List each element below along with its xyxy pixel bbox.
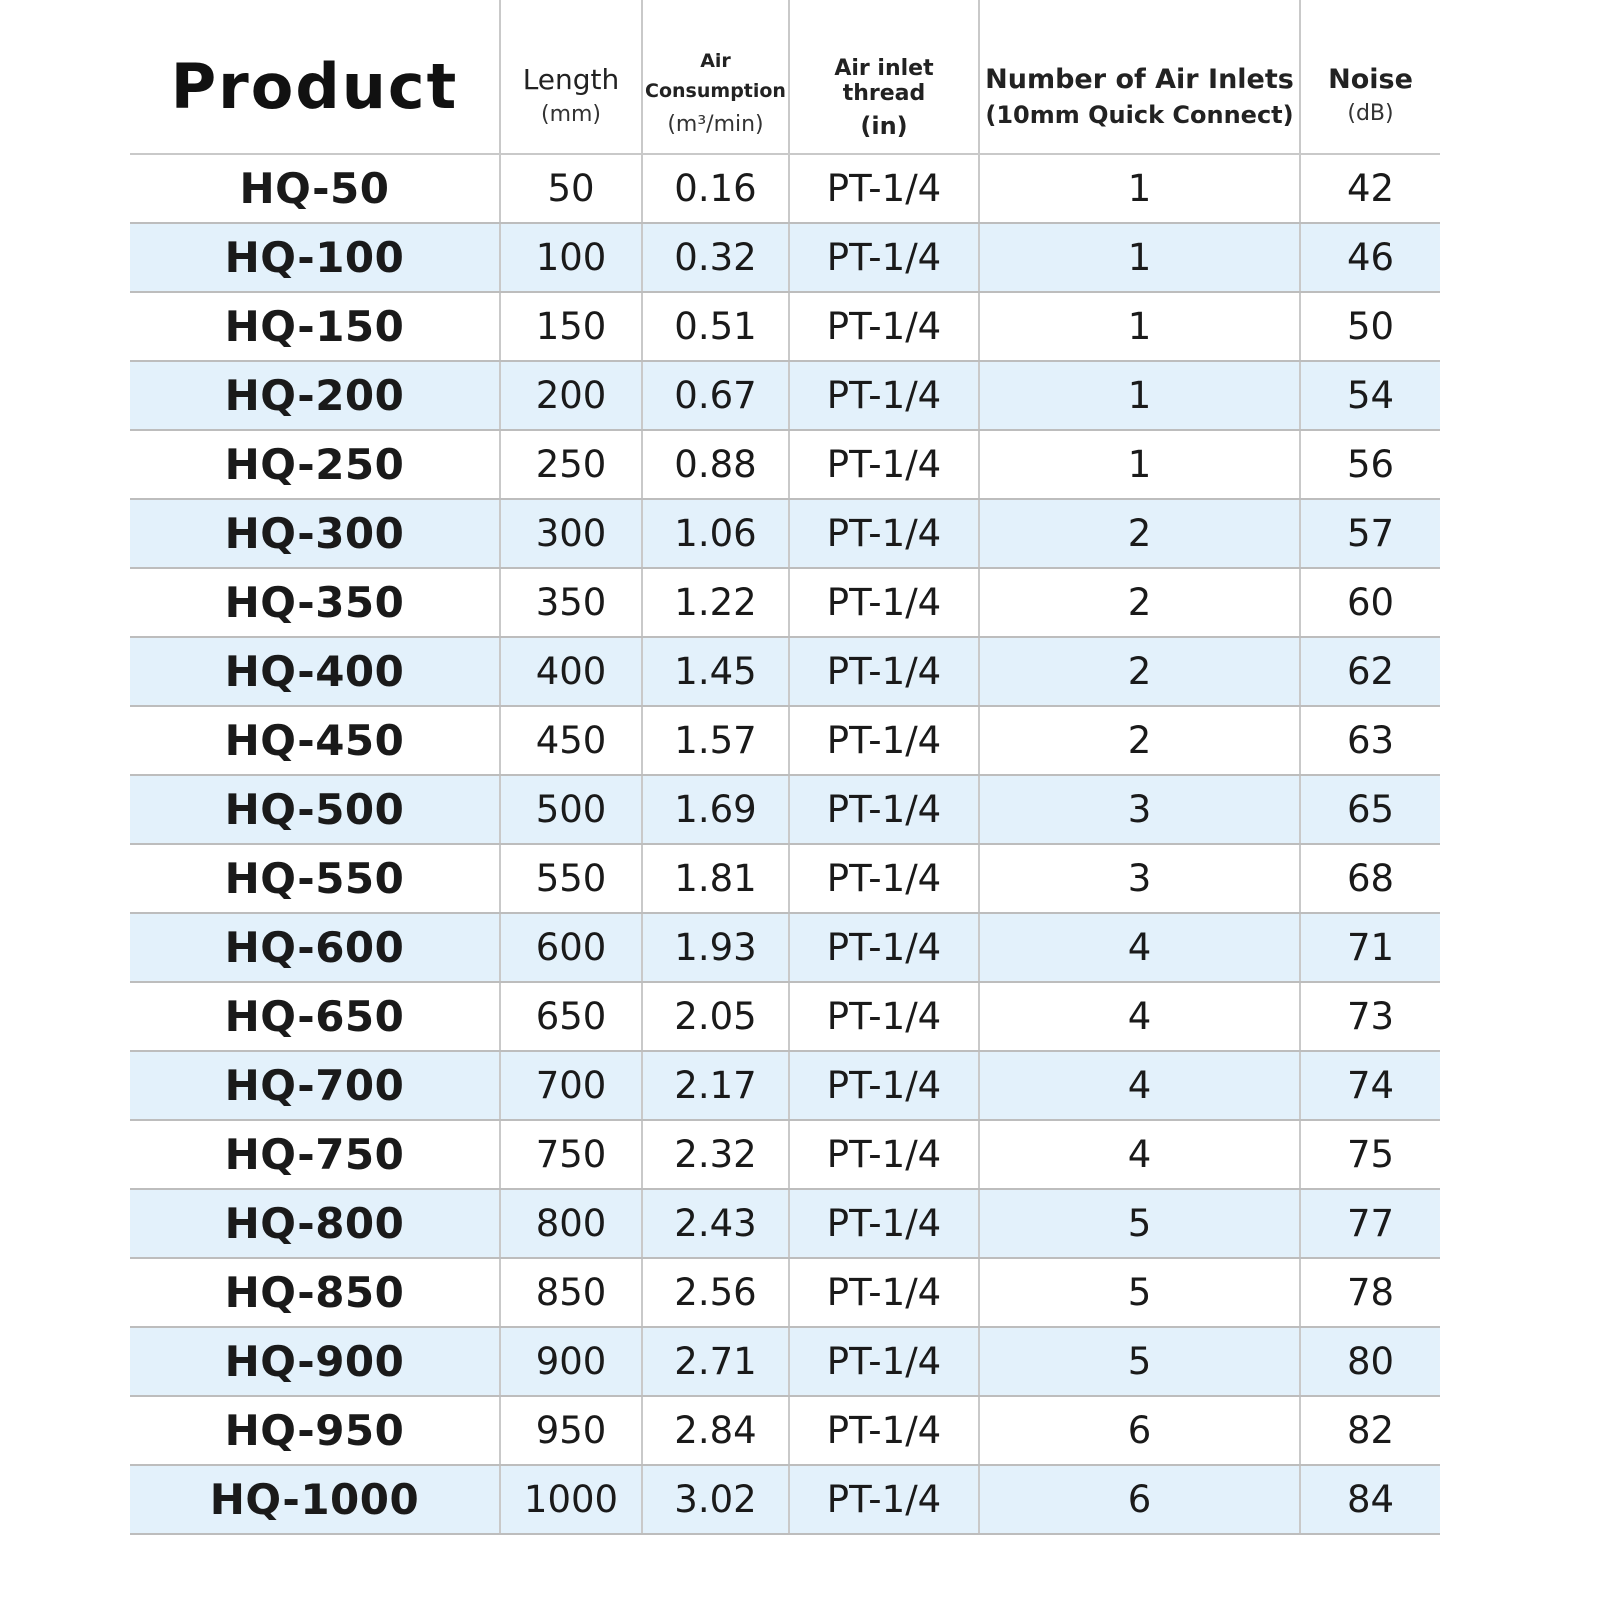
table-row (130, 430, 1440, 499)
air-consumption-cell: 2.71 (642, 1327, 789, 1396)
header-noise-unit: (dB) (1347, 100, 1394, 126)
noise-cell: 84 (1300, 1465, 1440, 1534)
product-model-cell: HQ-1000 (130, 1465, 500, 1534)
table-row (130, 1051, 1440, 1120)
thread-cell: PT-1/4 (789, 844, 979, 913)
noise-cell: 65 (1300, 775, 1440, 844)
table-row (130, 1258, 1440, 1327)
table-row (130, 982, 1440, 1051)
header-noise-label: Noise (1328, 63, 1413, 95)
product-model-cell: HQ-250 (130, 430, 500, 499)
table-row (130, 706, 1440, 775)
thread-cell: PT-1/4 (789, 223, 979, 292)
table-row (130, 499, 1440, 568)
length-cell: 150 (500, 292, 642, 361)
air-inlets-cell: 5 (979, 1258, 1300, 1327)
air-inlets-cell: 4 (979, 913, 1300, 982)
air-consumption-cell: 2.84 (642, 1396, 789, 1465)
air-consumption-cell: 0.16 (642, 154, 789, 223)
table-body (130, 154, 1440, 1534)
noise-cell: 74 (1300, 1051, 1440, 1120)
product-model-cell: HQ-850 (130, 1258, 500, 1327)
noise-cell: 73 (1300, 982, 1440, 1051)
air-consumption-cell: 0.88 (642, 430, 789, 499)
air-inlets-cell: 3 (979, 775, 1300, 844)
air-consumption-cell: 2.56 (642, 1258, 789, 1327)
air-inlets-cell: 1 (979, 223, 1300, 292)
air-inlets-cell: 2 (979, 499, 1300, 568)
air-consumption-cell: 1.45 (642, 637, 789, 706)
product-model-cell: HQ-550 (130, 844, 500, 913)
air-consumption-cell: 2.43 (642, 1189, 789, 1258)
noise-cell: 60 (1300, 568, 1440, 637)
header-inlets (979, 0, 1300, 154)
air-consumption-cell: 1.06 (642, 499, 789, 568)
air-inlets-cell: 1 (979, 292, 1300, 361)
table-row (130, 775, 1440, 844)
air-inlets-cell: 2 (979, 568, 1300, 637)
thread-cell: PT-1/4 (789, 430, 979, 499)
noise-cell: 56 (1300, 430, 1440, 499)
header-product-label: Product (170, 50, 459, 123)
length-cell: 400 (500, 637, 642, 706)
noise-cell: 68 (1300, 844, 1440, 913)
air-consumption-cell: 1.93 (642, 913, 789, 982)
table-row (130, 223, 1440, 292)
product-model-cell: HQ-300 (130, 499, 500, 568)
noise-cell: 62 (1300, 637, 1440, 706)
product-model-cell: HQ-450 (130, 706, 500, 775)
table-row (130, 1396, 1440, 1465)
header-length-unit: (mm) (540, 101, 602, 127)
table-row (130, 637, 1440, 706)
thread-cell: PT-1/4 (789, 1327, 979, 1396)
air-consumption-cell: 2.32 (642, 1120, 789, 1189)
noise-cell: 71 (1300, 913, 1440, 982)
product-model-cell: HQ-700 (130, 1051, 500, 1120)
product-model-cell: HQ-750 (130, 1120, 500, 1189)
air-consumption-cell: 2.17 (642, 1051, 789, 1120)
length-cell: 1000 (500, 1465, 642, 1534)
thread-cell: PT-1/4 (789, 982, 979, 1051)
table-row (130, 844, 1440, 913)
air-consumption-cell: 3.02 (642, 1465, 789, 1534)
air-consumption-cell: 1.57 (642, 706, 789, 775)
length-cell: 250 (500, 430, 642, 499)
table-row (130, 154, 1440, 223)
air-consumption-cell: 0.67 (642, 361, 789, 430)
product-model-cell: HQ-600 (130, 913, 500, 982)
length-cell: 950 (500, 1396, 642, 1465)
thread-cell: PT-1/4 (789, 913, 979, 982)
noise-cell: 82 (1300, 1396, 1440, 1465)
header-air-consumption (642, 0, 789, 154)
product-model-cell: HQ-500 (130, 775, 500, 844)
length-cell: 100 (500, 223, 642, 292)
length-cell: 350 (500, 568, 642, 637)
header-thread (789, 0, 979, 154)
noise-cell: 46 (1300, 223, 1440, 292)
noise-cell: 42 (1300, 154, 1440, 223)
header-row (130, 0, 1440, 154)
length-cell: 700 (500, 1051, 642, 1120)
air-consumption-cell: 1.22 (642, 568, 789, 637)
noise-cell: 75 (1300, 1120, 1440, 1189)
header-air-label-line1: Air (700, 50, 731, 72)
header-inlets-label: Number of Air Inlets (985, 64, 1294, 95)
air-inlets-cell: 5 (979, 1327, 1300, 1396)
air-inlets-cell: 4 (979, 982, 1300, 1051)
length-cell: 500 (500, 775, 642, 844)
thread-cell: PT-1/4 (789, 1051, 979, 1120)
length-cell: 600 (500, 913, 642, 982)
length-cell: 750 (500, 1120, 642, 1189)
table-row (130, 361, 1440, 430)
thread-cell: PT-1/4 (789, 361, 979, 430)
product-model-cell: HQ-950 (130, 1396, 500, 1465)
table-row (130, 1120, 1440, 1189)
product-model-cell: HQ-100 (130, 223, 500, 292)
air-inlets-cell: 6 (979, 1396, 1300, 1465)
table-row (130, 1189, 1440, 1258)
thread-cell: PT-1/4 (789, 1189, 979, 1258)
length-cell: 550 (500, 844, 642, 913)
noise-cell: 54 (1300, 361, 1440, 430)
thread-cell: PT-1/4 (789, 568, 979, 637)
air-consumption-cell: 0.32 (642, 223, 789, 292)
thread-cell: PT-1/4 (789, 1465, 979, 1534)
product-model-cell: HQ-200 (130, 361, 500, 430)
header-thread-label: Air inlet thread (834, 55, 934, 106)
air-consumption-cell: 1.69 (642, 775, 789, 844)
product-model-cell: HQ-150 (130, 292, 500, 361)
length-cell: 300 (500, 499, 642, 568)
header-length-label: Length (522, 62, 620, 96)
air-consumption-cell: 1.81 (642, 844, 789, 913)
header-air-label-line2: Consumption (645, 80, 786, 102)
air-inlets-cell: 1 (979, 430, 1300, 499)
header-product (130, 0, 500, 154)
noise-cell: 63 (1300, 706, 1440, 775)
air-inlets-cell: 6 (979, 1465, 1300, 1534)
air-consumption-cell: 0.51 (642, 292, 789, 361)
table-row (130, 1465, 1440, 1534)
length-cell: 800 (500, 1189, 642, 1258)
header-thread-unit: (in) (860, 111, 908, 140)
noise-cell: 77 (1300, 1189, 1440, 1258)
air-inlets-cell: 1 (979, 154, 1300, 223)
noise-cell: 80 (1300, 1327, 1440, 1396)
table-row (130, 568, 1440, 637)
header-noise (1300, 0, 1440, 154)
thread-cell: PT-1/4 (789, 1120, 979, 1189)
spec-table (130, 0, 1440, 1535)
product-model-cell: HQ-400 (130, 637, 500, 706)
air-consumption-cell: 2.05 (642, 982, 789, 1051)
air-inlets-cell: 4 (979, 1051, 1300, 1120)
table-row (130, 913, 1440, 982)
length-cell: 850 (500, 1258, 642, 1327)
noise-cell: 78 (1300, 1258, 1440, 1327)
table-row (130, 292, 1440, 361)
length-cell: 900 (500, 1327, 642, 1396)
thread-cell: PT-1/4 (789, 1396, 979, 1465)
product-model-cell: HQ-50 (130, 154, 500, 223)
header-length (500, 0, 642, 154)
thread-cell: PT-1/4 (789, 154, 979, 223)
air-inlets-cell: 1 (979, 361, 1300, 430)
noise-cell: 57 (1300, 499, 1440, 568)
air-inlets-cell: 2 (979, 637, 1300, 706)
table-row (130, 1327, 1440, 1396)
thread-cell: PT-1/4 (789, 706, 979, 775)
noise-cell: 50 (1300, 292, 1440, 361)
header-inlets-sub: (10mm Quick Connect) (985, 101, 1294, 129)
length-cell: 200 (500, 361, 642, 430)
length-cell: 450 (500, 706, 642, 775)
air-inlets-cell: 2 (979, 706, 1300, 775)
length-cell: 650 (500, 982, 642, 1051)
air-inlets-cell: 4 (979, 1120, 1300, 1189)
thread-cell: PT-1/4 (789, 637, 979, 706)
thread-cell: PT-1/4 (789, 1258, 979, 1327)
product-model-cell: HQ-900 (130, 1327, 500, 1396)
air-inlets-cell: 5 (979, 1189, 1300, 1258)
thread-cell: PT-1/4 (789, 292, 979, 361)
header-air-unit: (m³/min) (667, 112, 764, 137)
thread-cell: PT-1/4 (789, 775, 979, 844)
thread-cell: PT-1/4 (789, 499, 979, 568)
air-inlets-cell: 3 (979, 844, 1300, 913)
product-model-cell: HQ-800 (130, 1189, 500, 1258)
product-model-cell: HQ-650 (130, 982, 500, 1051)
product-model-cell: HQ-350 (130, 568, 500, 637)
length-cell: 50 (500, 154, 642, 223)
